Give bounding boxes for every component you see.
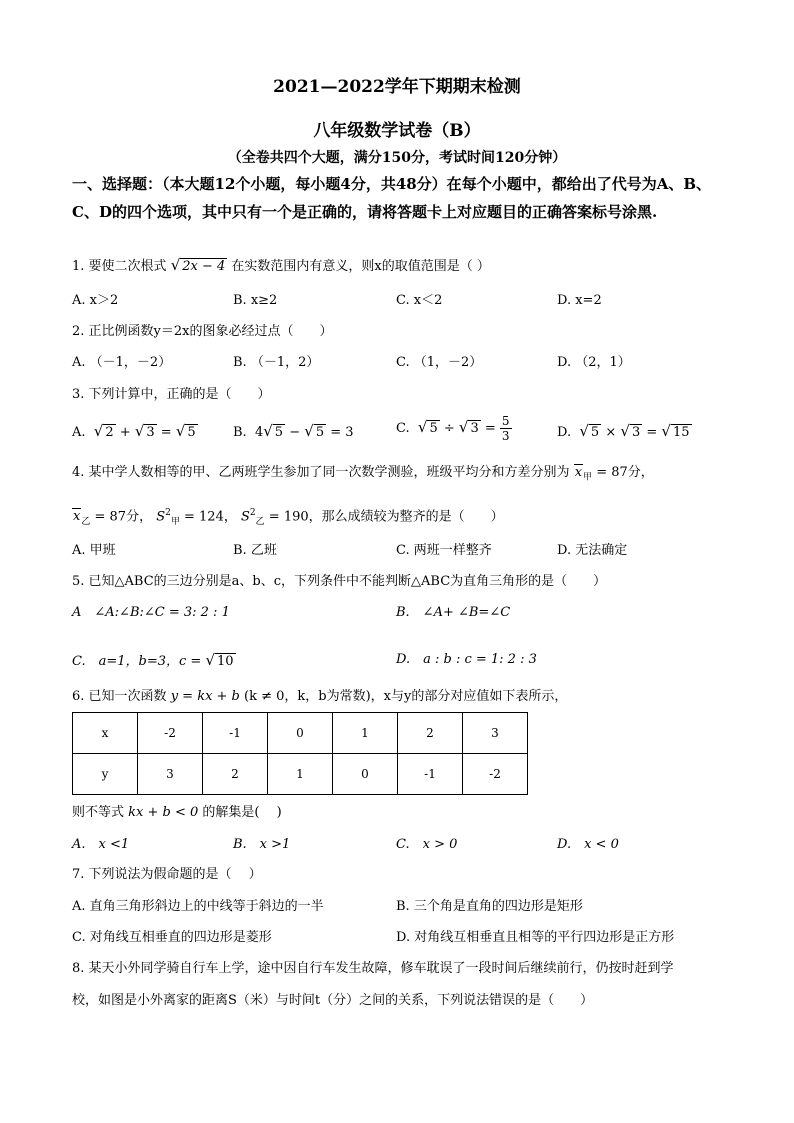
q7-option-a: A. 直角三角形斜边上的中线等于斜边的一半 bbox=[72, 899, 324, 914]
q2-option-c: C. （1，－2） bbox=[396, 355, 483, 370]
q7-option-c: C. 对角线互相垂直的四边形是菱形 bbox=[72, 930, 272, 945]
question-7-stem: 7. 下列说法为假命题的是（ ） bbox=[72, 867, 262, 882]
q5-option-d: D. a : b : c = 1: 2 : 3 bbox=[396, 652, 537, 667]
table-cell: 1 bbox=[268, 754, 333, 795]
q2-option-d: D. （2，1） bbox=[557, 355, 631, 370]
q1-option-b: B. x≥2 bbox=[233, 293, 278, 308]
q2-option-b: B. （－1，2） bbox=[233, 355, 320, 370]
q4-option-c: C. 两班一样整齐 bbox=[396, 543, 492, 558]
table-cell: 2 bbox=[398, 713, 463, 754]
table-cell: -2 bbox=[463, 754, 528, 795]
q4-option-d: D. 无法确定 bbox=[557, 543, 628, 558]
fraction: $\frac{5}{3}$ bbox=[501, 414, 510, 443]
table-cell: 2 bbox=[203, 754, 268, 795]
section-1-instructions: 一、选择题：（本大题12个小题，每小题4分，共48分）在每个小题中，都给出了代号为A、B、C、D的四个选项，其中只有一个是正确的，请将答题卡上对应题目的正确答案标号涂黑. bbox=[72, 175, 712, 221]
q5-option-c: C. a=1，b=3，c = √ 10 bbox=[72, 651, 234, 669]
q1-option-c: C. x＜2 bbox=[396, 293, 443, 308]
table-cell: 0 bbox=[268, 713, 333, 754]
table-cell: -1 bbox=[398, 754, 463, 795]
table-row bbox=[73, 713, 528, 754]
question-8-stem-line1: 8. 某天小外同学骑自行车上学，途中因自行车发生故障，修车耽误了一段时间后继续前行，仍按时赶到学 bbox=[72, 961, 674, 976]
q7-option-b: B. 三个角是直角的四边形是矩形 bbox=[396, 899, 583, 914]
question-4-stem-line2: $x_乙 = 87$分， $S^2_甲 = 124$， $S^2_乙 = 190$，那么成绩较为整齐的是（ ） bbox=[73, 508, 504, 527]
q4-option-b: B. 乙班 bbox=[233, 543, 277, 558]
q3-option-c: C. √ 5 ÷ √ 3 = $\frac{5}{3}$ bbox=[396, 414, 510, 443]
q6-option-a: A. x <1 bbox=[72, 837, 130, 852]
exam-note: （全卷共四个大题，满分150分，考试时间120分钟） bbox=[227, 150, 567, 166]
q6-option-d: D. x < 0 bbox=[557, 837, 619, 852]
table-header-x: x bbox=[73, 713, 138, 754]
table-cell: 0 bbox=[333, 754, 398, 795]
table-cell: 3 bbox=[138, 754, 203, 795]
q6-option-c: C. x > 0 bbox=[396, 837, 458, 852]
table-row bbox=[73, 754, 528, 795]
question-5-stem: 5. 已知△ABC的三边分别是a、b、c，下列条件中不能判断△ABC为直角三角形的是（ ） bbox=[72, 574, 607, 589]
value-table bbox=[72, 712, 528, 795]
exam-subtitle: 八年级数学试卷（B） bbox=[313, 121, 481, 141]
q3-option-d: D. √ 5 × √ 3 = √ 15 bbox=[557, 422, 690, 440]
q2-option-a: A. （－1，－2） bbox=[72, 355, 172, 370]
table-cell: 3 bbox=[463, 713, 528, 754]
question-6-stem: 6. 已知一次函数 y = kx + b (k ≠ 0，k，b为常数)，x与y的部分对应值如下表所示， bbox=[72, 689, 568, 704]
q6-option-b: B. x >1 bbox=[233, 837, 291, 852]
question-3-stem: 3. 下列计算中，正确的是（ ） bbox=[72, 387, 271, 402]
q5-option-a: A ∠A:∠B:∠C = 3: 2 : 1 bbox=[72, 605, 230, 620]
question-8-stem-line2: 校，如图是小外离家的距离S（米）与时间t（分）之间的关系，下列说法错误的是（ ） bbox=[72, 993, 594, 1008]
table-header-y: y bbox=[73, 754, 138, 795]
q1-option-a: A. x＞2 bbox=[72, 293, 119, 308]
question-2-stem: 2. 正比例函数y＝2x的图象必经过点（ ） bbox=[72, 324, 333, 339]
table-cell: -2 bbox=[138, 713, 203, 754]
q1-option-d: D. x=2 bbox=[557, 293, 602, 308]
q3-option-a: A. √ 2 + √ 3 = √ 5 bbox=[72, 422, 196, 440]
q3-option-b: B. 4√ 5 − √ 5 = 3 bbox=[233, 422, 354, 440]
exam-title: 2021—2022学年下期期末检测 bbox=[273, 77, 521, 97]
q7-option-d: D. 对角线互相垂直且相等的平行四边形是正方形 bbox=[396, 930, 675, 945]
sqrt-expression: √ 2x − 4 bbox=[170, 256, 226, 274]
question-4-stem-line1: 4. 某中学人数相等的甲、乙两班学生参加了同一次数学测验，班级平均分和方差分别为 $x_甲 = 87$分， bbox=[72, 465, 654, 483]
q5-option-b: B. ∠A+ ∠B=∠C bbox=[396, 605, 511, 620]
q4-option-a: A. 甲班 bbox=[72, 543, 116, 558]
question-6-after: 则不等式 kx + b < 0 的解集是( ) bbox=[72, 805, 282, 820]
table-cell: -1 bbox=[203, 713, 268, 754]
table-cell: 1 bbox=[333, 713, 398, 754]
question-1-stem: 1. 要使二次根式 √ 2x − 4 在实数范围内有意义，则x的取值范围是（ ） bbox=[72, 256, 490, 274]
